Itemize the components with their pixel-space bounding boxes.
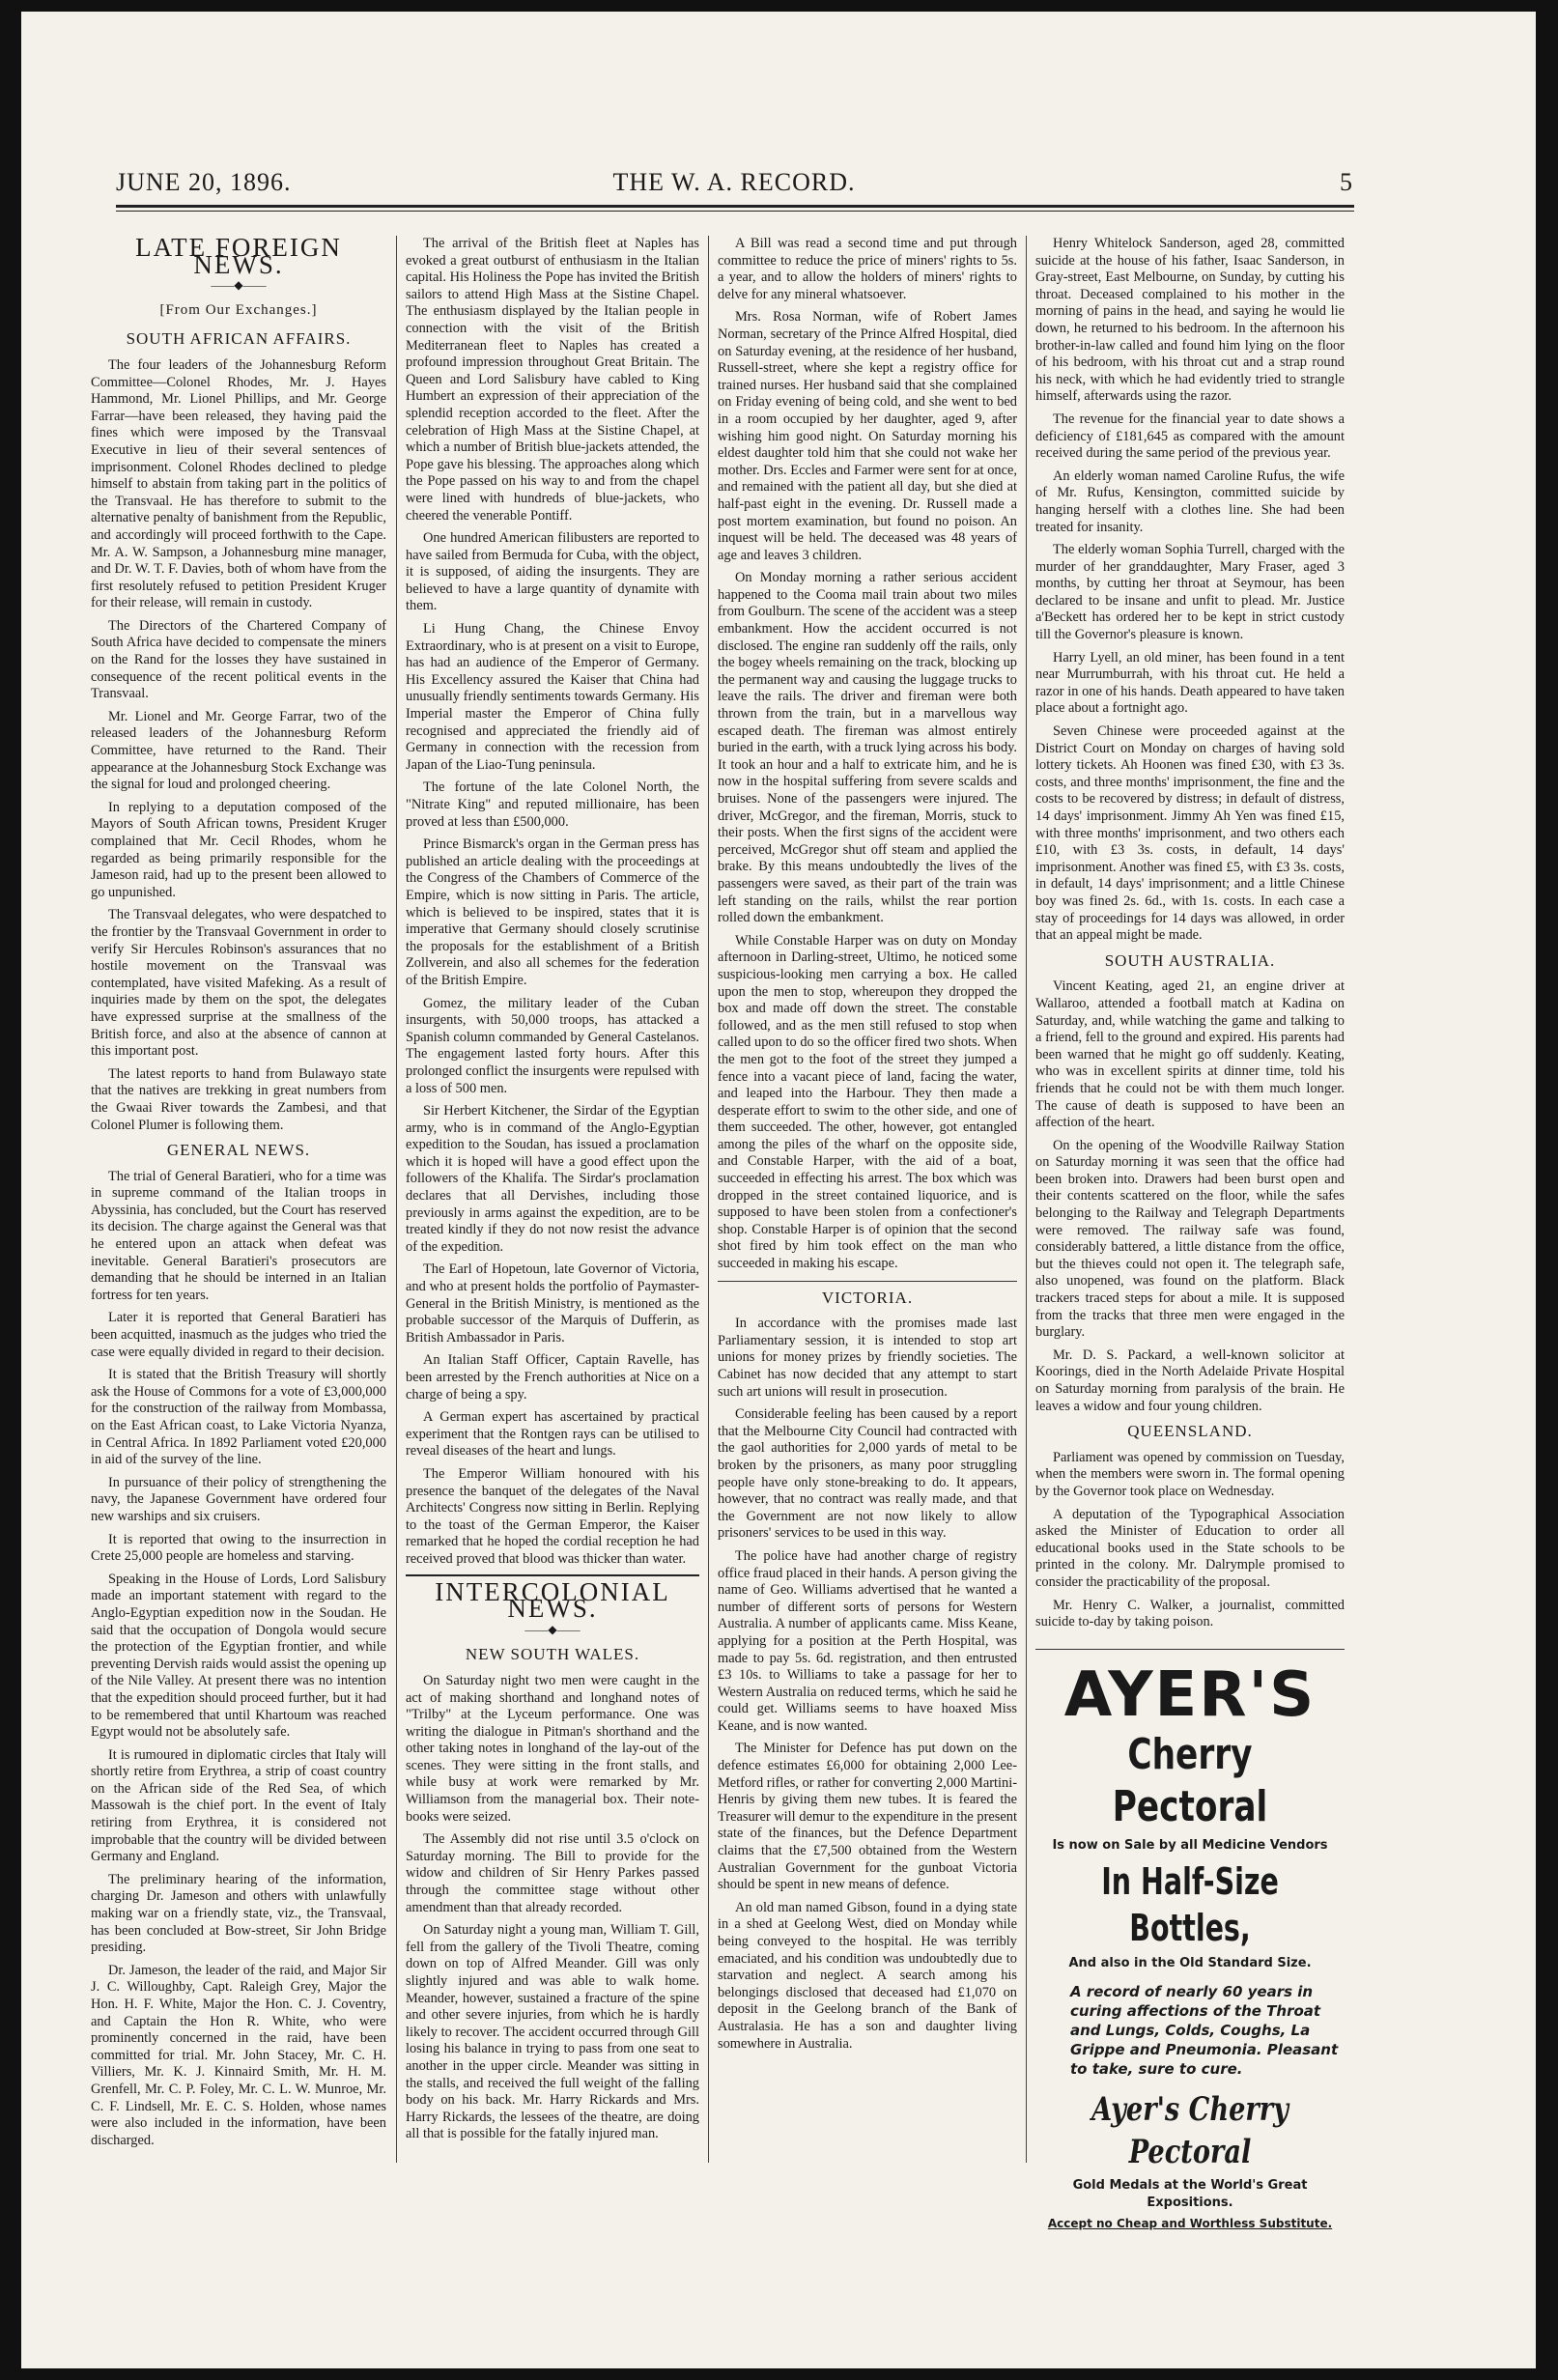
article-paragraph: A deputation of the Typographical Association asked the Minister of Education to order all educational books used in the State schools to be printed in the colony. Mr. Dalrymple promised to consider the practicability of the proposal. xyxy=(1035,1506,1345,1590)
subsection-heading: NEW SOUTH WALES. xyxy=(465,1645,640,1664)
page-number: 5 xyxy=(1340,168,1352,196)
article-paragraph: A Bill was read a second time and put through committee to reduce the price of miners' rights to 5s. a year, and to allow the holders of miners' rights to delve for any mineral whatsoever. xyxy=(718,236,1017,302)
subsection-heading: GENERAL NEWS. xyxy=(166,1141,311,1160)
article-paragraph: Speaking in the House of Lords, Lord Salisbury made an important statement with regard to the Anglo-Egyptian expedition now in the Soudan. He said that the occupation of Dongola would secure the protection of the Egyptian frontier, and while preventing Dervish raids would assist the opening up of the Nile Valley. At present there was no intention that the expedition should proceed further, but it had to be remembered that until Khartoum was reached Egypt would not be absolutely safe. xyxy=(91,1571,386,1741)
article-paragraph: On Saturday night a young man, William T. Gill, fell from the gallery of the Tivoli Theatre, coming down on top of Alfred Meander. Gill was only slightly injured and was able to walk home. Meander, however, sustained a fracture of the spine and other severe injuries, from which he is hardly likely to recover. The accident occurred through Gill losing his balance in trying to pass from one seat to another in the upper circle. Meander was sitting in the stalls, and received the full weight of the falling body on his back. Mr. Harry Rickards and Mrs. Harry Rickards, the lessees of the theatre, are doing all that is possible for the fatally injured man. xyxy=(406,1922,699,2142)
advertisement xyxy=(1035,1649,1345,2233)
article-paragraph: Mr. Henry C. Walker, a journalist, committed suicide to-day by taking poison. xyxy=(1035,1597,1345,1630)
article-paragraph: Mrs. Rosa Norman, wife of Robert James Norman, secretary of the Prince Alfred Hospital, died on Saturday evening, at the residence of her husband, Russell-street, where she kept a registry office for trained nurses. Her husband said that she complained on Friday evening of being cold, and she went to bed in a room occupied by her daughter, aged 9, after wishing him good night. On Saturday morning his eldest daughter told him that she could not wake her mother. Drs. Eccles and Farmer were sent for at once, and remained with the patient all day, but she died at half-past eight in the evening. Dr. Russell made a post mortem examination, but found no poison. An inquest will be held. The deceased was 48 years of age and leaves 3 children. xyxy=(718,309,1017,563)
article-paragraph: The police have had another charge of registry office fraud placed in their hands. A person giving the name of Geo. Williams advertised that he wanted a number of different sorts of persons for Western Australia. A number of applicants came. Miss Keane, applying for a position at the Perth Hospital, was made to pay 5s. 6d. registration, and then entrusted £3 10s. to Williams to take a passage for her to Western Australia on reduced terms, which he said he could get. Williams seems to have hoaxed Miss Keane, and is now wanted. xyxy=(718,1547,1017,1734)
article-paragraph: Gomez, the military leader of the Cuban insurgents, with 50,000 troops, has attacked a Spanish column commanded by General Castelanos. The engagement lasted forty hours. After this prolonged conflict the insurgents were repulsed with a loss of 500 men. xyxy=(406,995,699,1096)
article-paragraph: An elderly woman named Caroline Rufus, the wife of Mr. Rufus, Kensington, committed suicide by hanging herself with a clothes line. She had been treated for insanity. xyxy=(1035,468,1345,535)
subsection-heading: SOUTH AUSTRALIA. xyxy=(1104,950,1276,970)
issue-date: JUNE 20, 1896. xyxy=(116,168,292,196)
article-paragraph: The elderly woman Sophia Turrell, charged with the murder of her granddaughter, Mary Fraser, aged 3 months, by cutting her throat at Seymour, has been declared to be insane and unfit to plead. Mr. Justice a'Beckett has ordered her to be kept in strict custody till the Governor's pleasure is known. xyxy=(1035,542,1345,643)
column-2 xyxy=(406,236,699,2168)
article-paragraph: The Assembly did not rise until 3.5 o'clock on Saturday morning. The Bill to provide for the widow and children of Sir Henry Parkes passed through the committee stage without other amendment than that already recorded. xyxy=(406,1831,699,1915)
article-paragraph: Considerable feeling has been caused by a report that the Melbourne City Council had contracted with the gaol authorities for 2,000 yards of metal to be broken by the prisoners, as many poor struggling people have only stone-breaking to do. It appears, however, that no contract was really made, and that the Government are not now likely to allow prisoners' services to be used in this way. xyxy=(718,1406,1017,1542)
newspaper-page xyxy=(21,12,1536,2368)
article-paragraph: Sir Herbert Kitchener, the Sirdar of the Egyptian army, who is in command of the Anglo-Egyptian expedition to the Soudan, has issued a proclamation which it is hoped will have a good effect upon the followers of the Khalifa. The Sirdar's proclamation declares that all Dervishes, including those previously in arms against the expedition, are to be treated kindly if they do not now resist the advance of the expedition. xyxy=(406,1103,699,1255)
article-paragraph: On the opening of the Woodville Railway Station on Saturday morning it was seen that the office had been broken into. Drawers had been burst open and their contents scattered on the floor, while the safes belonging to the Railway and Telegraph Departments were removed. The railway safe was found, considerably battered, a little distance from the office, but the thieves could not open it. The telegraph safe, also unopened, was found on the platform. Black trackers traced steps for about a mile. It is supposed from the tracks that three men were engaged in the burglary. xyxy=(1035,1137,1345,1341)
article-paragraph: The Minister for Defence has put down on the defence estimates £6,000 for obtaining 2,000 Lee-Metford rifles, or rather for converting 2,000 Martini-Henris by giving them new tubes. It is feared the Treasurer will demur to the expenditure in the present state of the finances, but the Defence Department claims that the £7,500 obtained from the Western Australian Government for the gunboat Victoria should be spent in new means of defence. xyxy=(718,1741,1017,1893)
article-paragraph: In pursuance of their policy of strengthening the navy, the Japanese Government have ordered four new warships and six cruisers. xyxy=(91,1474,386,1524)
article-paragraph: In accordance with the promises made last Parliamentary session, it is intended to stop art unions for money prizes by friendly societies. The Cabinet has now decided that any attempt to start such art unions will result in prosecution. xyxy=(718,1316,1017,1400)
article-paragraph: The Earl of Hopetoun, late Governor of Victoria, and who at present holds the portfolio of Paymaster-General in the British Ministry, is mentioned as the probable successor of the Marquis of Dufferin, as British Ambassador in Paris. xyxy=(406,1261,699,1346)
article-paragraph: Henry Whitelock Sanderson, aged 28, committed suicide at the house of his father, Isaac Sanderson, in Gray-street, East Melbourne, on Sunday, by cutting his throat. Deceased complained to his mother in the morning of pains in the head, and saying he would lie down, he returned to his bedroom. In the afternoon his brother-in-law called and found him lying on the floor of his bedroom, with his throat cut and a strap round his neck, with which he had evidently tried to strangle himself, afterwards using the razor. xyxy=(1035,236,1345,405)
article-paragraph: A German expert has ascertained by practical experiment that the Rontgen rays can be utilised to reveal diseases of the heart and lungs. xyxy=(406,1409,699,1459)
column-3 xyxy=(718,236,1017,2168)
article-paragraph: The Transvaal delegates, who were despatched to the frontier by the Transvaal Government in order to verify Sir Hercules Robinson's assurances that no hostile movement on the Transvaal was contemplated, have visited Mafeking. As a result of inquiries made by them on the spot, the delegates have expressed surprise at the smallness of the British force, and also at the absence of cannon at this important post. xyxy=(91,907,386,1060)
article-paragraph: The four leaders of the Johannesburg Reform Committee—Colonel Rhodes, Mr. J. Hayes Hammond, Mr. Lionel Phillips, and Mr. George Farrar—have been released, they having paid the fines which were imposed by the Transvaal Executive in lieu of their several sentences of imprisonment. Colonel Rhodes declined to pledge himself to abstain from taking part in the politics of the Transvaal. He has therefore to submit to the alternative penalty of banishment from the Republic, and accordingly will proceed forthwith to the Cape. Mr. A. W. Sampson, a Johannesburg mine manager, and Dr. W. T. F. Davies, both of whom have from the first resolutely refused to petition President Kruger for their release, will remain in custody. xyxy=(91,356,386,611)
article-paragraph: An old man named Gibson, found in a dying state in a shed at Geelong West, died on Monday while being conveyed to the hospital. He was terribly emaciated, and his condition was undoubtedly due to starvation and neglect. A search among his belongings disclosed that deceased had £1,070 on deposit in the Geelong branch of the Bank of Australasia. He has a son and daughter living somewhere in Australia. xyxy=(718,1899,1017,2052)
article-paragraph: The preliminary hearing of the information, charging Dr. Jameson and others with unlawfully making war on a friendly state, viz., the Transvaal, has been concluded at Bow-street, Sir John Bridge presiding. xyxy=(91,1871,386,1956)
article-paragraph: The fortune of the late Colonel North, the "Nitrate King" and reputed millionaire, has been proved at less than £500,000. xyxy=(406,779,699,830)
article-paragraph: The trial of General Baratieri, who for a time was in supreme command of the Italian troops in Abyssinia, has concluded, but the Court has reserved its decision. The charge against the General was that he entered upon an attack when defeat was inevitable. General Baratieri's prosecutors are demanding that he should be interned in an Italian fortress for ten years. xyxy=(91,1168,386,1303)
section-heading: LATE FOREIGN NEWS. xyxy=(135,233,342,279)
subsection-heading: SOUTH AFRICAN AFFAIRS. xyxy=(126,329,352,349)
column-divider xyxy=(708,236,709,2163)
column-4 xyxy=(1035,236,1345,2230)
newspaper-title: THE W. A. RECORD. xyxy=(612,168,856,196)
ad-line: Accept no Cheap and Worthless Substitute. xyxy=(1047,2216,1333,2230)
ad-line: And also in the Old Standard Size. xyxy=(1068,1955,1312,1970)
article-paragraph: The latest reports to hand from Bulawayo state that the natives are trekking in great numbers from the Gwaai River towards the Zambesi, and that Colonel Plumer is following them. xyxy=(91,1065,386,1133)
article-paragraph: The arrival of the British fleet at Naples has evoked a great outburst of enthusiasm in the Italian capital. His Holiness the Pope has invited the British sailors to attend High Mass at the Sistine Chapel. The enthusiasm displayed by the Italian people in connection with the visit of the British Mediterranean fleet to Naples has created a profound impression throughout Great Britain. The Queen and Lord Salisbury have cabled to King Humbert an expression of their appreciation of the splendid reception accorded to the fleet. After the celebration of High Mass at the Sistine Chapel, at which a number of British blue-jackets attended, the Pope gave his blessing. The approaches along which the Pope passed on his way to and from the chapel were lined with hundreds of blue-jackets, who cheered the venerable Pontiff. xyxy=(406,236,699,524)
article-paragraph: It is rumoured in diplomatic circles that Italy will shortly retire from Erythrea, a strip of coast country on the African side of the Red Sea, of which Massowah is the chief port. In the event of Italy retiring from Erythrea, it is considered not improbable that the country will be divided between Germany and England. xyxy=(91,1746,386,1865)
article-paragraph: Prince Bismarck's organ in the German press has published an article dealing with the proceedings at the Congress of the Chambers of Commerce of the Empire, which is now sitting in Paris. The article, which is believed to be inspired, states that it is imperative that Germany should closely scrutinise the proposals for the establishment of a British Zollverein, and also all schemes for the federation of the British Empire. xyxy=(406,836,699,988)
article-paragraph: The Emperor William honoured with his presence the banquet of the delegates of the Naval Architects' Congress now sitting in Berlin. Replying to the toast of the German Emperor, the Kaiser remarked that he hoped the cordial reception he had received proved that blood was thicker than water. xyxy=(406,1465,699,1567)
ad-line: Is now on Sale by all Medicine Vendors xyxy=(1052,1837,1328,1853)
column-1 xyxy=(91,233,386,2168)
subsection-heading: VICTORIA. xyxy=(718,1281,1017,1307)
article-paragraph: Mr. Lionel and Mr. George Farrar, two of the released leaders of the Johannesburg Reform Committee, have returned to the Rand. Their appearance at the Johannesburg Stock Exchange was the signal for loud and prolonged cheering. xyxy=(91,708,386,793)
article-paragraph: Mr. D. S. Packard, a well-known solicitor at Koorings, died in the North Adelaide Private Hospital on Saturday morning from paralysis of the brain. He leaves a widow and four young children. xyxy=(1035,1346,1345,1414)
column-divider xyxy=(1026,236,1027,2163)
article-paragraph: On Saturday night two men were caught in the act of making shorthand and longhand notes of "Trilby" at the Lyceum performance. One was writing the dialogue in Pitman's shorthand and the other taking notes in longhand of the lay-out of the scenes. They were sitting in the front stalls, and while busy at work were remarked by Mr. Williamson from the managerial box. Their note-books were seized. xyxy=(406,1672,699,1825)
article-paragraph: Li Hung Chang, the Chinese Envoy Extraordinary, who is at present on a visit to Europe, has had an audience of the Emperor of Germany. His Excellency assured the Kaiser that China had unusually friendly sentiments towards Germany. His Imperial master the Emperor of China fully recognised and appreciated the friendly aid of Germany in connection with the recession from Japan of the Liao-Tung peninsula. xyxy=(406,621,699,773)
ad-product: Cherry Pectoral xyxy=(1112,1729,1268,1831)
article-paragraph: Dr. Jameson, the leader of the raid, and Major Sir J. C. Willoughby, Capt. Raleigh Grey, Major the Hon. H. F. White, Major the Hon. C. J. Coventry, and Captain the Hon R. White, who were prominently concerned in the raid, have been committed for trial. Mr. John Stacey, Mr. C. H. Villiers, Mr. K. J. Kinnaird Smith, Mr. H. M. Grenfell, Mr. C. P. Foley, Mr. C. L. W. Munroe, Mr. C. F. Lindsell, Mr. E. C. S. Holden, whose names were also included in the information, have been discharged. xyxy=(91,1962,386,2148)
article-paragraph: The Directors of the Chartered Company of South Africa have decided to compensate the miners on the Rand for the losses they have sustained in consequence of the recent political events in the Transvaal. xyxy=(91,617,386,702)
masthead-rule-thick xyxy=(116,205,1354,208)
article-paragraph: The revenue for the financial year to date shows a deficiency of £181,645 as compared with the amount received during the same period of the previous year. xyxy=(1035,411,1345,462)
masthead xyxy=(116,168,1352,207)
article-paragraph: Later it is reported that General Baratieri has been acquitted, inasmuch as the judges who tried the case were equally divided in regard to their decision. xyxy=(91,1310,386,1360)
ad-brand: AYER'S xyxy=(1063,1658,1317,1731)
article-paragraph: It is stated that the British Treasury will shortly ask the House of Commons for a vote of £3,000,000 for the construction of the railway from Mombassa, on the East African coast, to Lake Victoria Nyanza, in Central Africa. In 1892 Parliament voted £20,000 in aid of the survey of the line. xyxy=(91,1367,386,1468)
article-paragraph: Parliament was opened by commission on Tuesday, when the members were sworn in. The formal opening by the Governor took place on Wednesday. xyxy=(1035,1449,1345,1499)
section-heading: INTERCOLONIAL NEWS. xyxy=(406,1574,699,1618)
article-paragraph: An Italian Staff Officer, Captain Ravelle, has been arrested by the French authorities at Nice on a charge of being a spy. xyxy=(406,1352,699,1402)
article-paragraph: Harry Lyell, an old miner, has been found in a tent near Murrumburrah, with his throat cut. He held a razor in one of his hands. Death appeared to have taken place about a fortnight ago. xyxy=(1035,649,1345,717)
ad-script-logo: Ayer's Cherry Pectoral xyxy=(1091,2089,1289,2171)
column-divider xyxy=(396,236,397,2163)
ad-size: In Half-Size Bottles, xyxy=(1101,1859,1279,1949)
masthead-rule-thin xyxy=(116,211,1354,212)
article-paragraph: It is reported that owing to the insurrection in Crete 25,000 people are homeless and starving. xyxy=(91,1531,386,1565)
subsection-heading: QUEENSLAND. xyxy=(1127,1422,1253,1441)
article-paragraph: One hundred American filibusters are reported to have sailed from Bermuda for Cuba, with the object, it is supposed, of aiding the insurgents. They are believed to have a large quantity of dynamite with them. xyxy=(406,530,699,614)
article-paragraph: While Constable Harper was on duty on Monday afternoon in Darling-street, Ultimo, he noticed some suspicious-looking men carrying a box. He called upon the men to stop, whereupon they dropped the box and made off down the street. The constable followed, and as the men still refused to stop when called upon to do so the officer fired two shots. When the men got to the foot of the street they jumped a fence into a vacant piece of land, facing the water, and leaped into the Harbour. They then made a desperate effort to swim to the other side, and one of them succeeded. The other, however, got entangled among the piles of the wharf on the opposite side, and Constable Harper, with the aid of a boat, succeeded in effecting his arrest. The box which was dropped in the street contained liquorice, and is supposed to have been stolen from a confectioner's shop. Constable Harper is of opinion that the second shot fired by him took effect on the man who succeeded in making his escape. xyxy=(718,932,1017,1272)
source-line: [From Our Exchanges.] xyxy=(159,301,318,318)
ad-testimonial: A record of nearly 60 years in curing affections of the Throat and Lungs, Colds, Coughs, La Grippe and Pneumonia. Pleasant to take, sure to cure. xyxy=(1070,1982,1339,2078)
ornament: ——◆—— xyxy=(524,1622,581,1636)
ad-line: Gold Medals at the World's Great Expositions. xyxy=(1072,2177,1308,2210)
article-paragraph: Seven Chinese were proceeded against at the District Court on Monday on charges of having sold lottery tickets. Ah Hoonen was fined £30, with £3 3s. costs, and three months' imprisonment, the fine and the costs to be recovered by distress; in default of distress, 14 days' imprisonment. Jimmy Ah Yen was fined £15, with three months' imprisonment, and two others each £10, with £3 3s. costs, in default, 14 days' imprisonment. Another was fined £5, with £3 3s. costs, in default, 14 days' imprisonment; and a little Chinese boy was fined 2s. 6d., with 1s. costs. In each case a stay of proceedings for 14 days was allowed, in order that an appeal might be made. xyxy=(1035,723,1345,944)
article-paragraph: Vincent Keating, aged 21, an engine driver at Wallaroo, attended a football match at Kadina on Saturday, and, while watching the game and talking to a friend, fell to the ground and expired. His parents had been warned that he might go off suddenly. Keating, who was in excellent spirits at dinner time, told his friends that he could not be with them much longer. The cause of death is supposed to have been an affection of the heart. xyxy=(1035,978,1345,1131)
ornament: ——◆—— xyxy=(211,278,267,293)
article-paragraph: In replying to a deputation composed of the Mayors of South African towns, President Kruger complained that Mr. Cecil Rhodes, whom he regarded as being primarily responsible for the Jameson raid, had up to the present been allowed to go unpunished. xyxy=(91,799,386,900)
article-paragraph: On Monday morning a rather serious accident happened to the Cooma mail train about two miles from Goulburn. The scene of the accident was a steep embankment. How the accident occurred is not disclosed. The engine ran suddenly off the rails, only the bogey wheels remaining on the track, blocking up the permanent way and causing the luggage trucks to leave the rails. The driver and fireman were both thrown from the train, but in a marvellous way escaped death. The fireman was almost entirely buried in the earth, with a truck lying across his body. It took an hour and a half to extricate him, and he is now in the hospital suffering from severe scalds and bruises. None of the passengers were injured. The driver, McGregor, and the fireman, Morris, stuck to their posts. When the first signs of the accident were perceived, McGregor shut off steam and applied the brake. By this means undoubtedly the lives of the passengers were saved, as their part of the train was left standing on the rails, whilst the rear portion rolled down the embankment. xyxy=(718,570,1017,926)
